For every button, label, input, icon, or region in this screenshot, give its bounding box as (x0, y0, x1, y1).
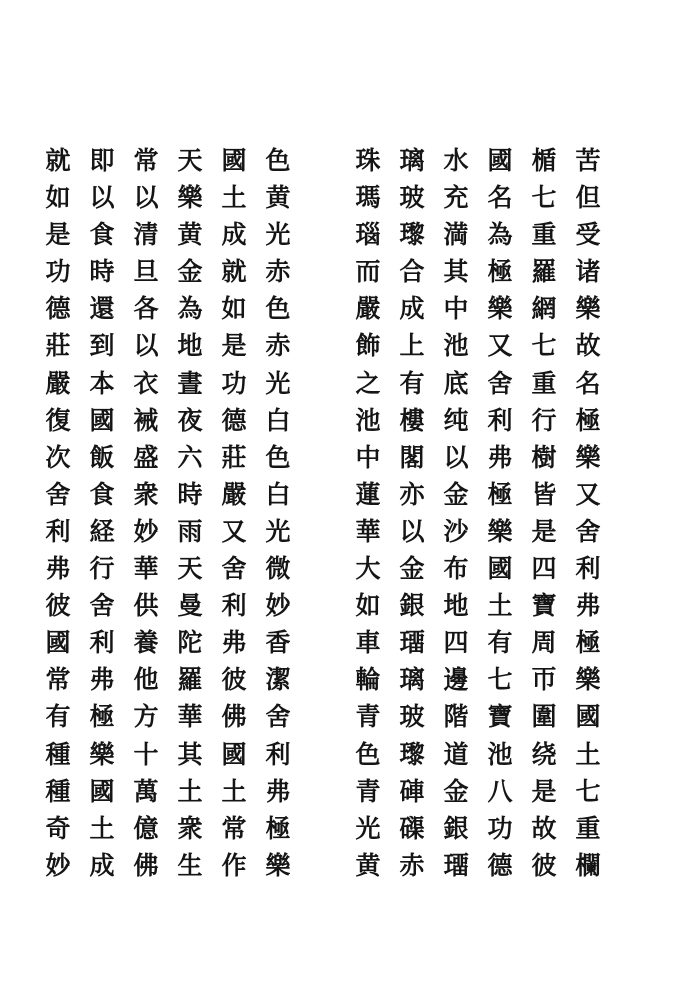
character: 樹 (531, 442, 557, 472)
text-column-11 (82, 142, 122, 884)
character: 其 (443, 257, 469, 287)
character: 陀 (177, 628, 203, 658)
character: 國 (89, 405, 115, 435)
character: 極 (89, 702, 115, 732)
character: 銀 (399, 591, 425, 621)
character: 利 (575, 554, 601, 584)
character: 欄 (575, 850, 601, 880)
character: 満 (443, 220, 469, 250)
character: 是 (531, 776, 557, 806)
character: 瓈 (399, 739, 425, 769)
character: 衆 (177, 813, 203, 843)
character: 合 (399, 257, 425, 287)
character: 種 (45, 739, 71, 769)
character: 作 (221, 850, 247, 880)
character: 有 (487, 628, 513, 658)
character: 曼 (177, 591, 203, 621)
character: 常 (221, 813, 247, 843)
character: 就 (221, 257, 247, 287)
character: 亦 (399, 479, 425, 509)
character: 邊 (443, 665, 469, 695)
character: 成 (89, 850, 115, 880)
character: 名 (487, 183, 513, 213)
character: 白 (265, 479, 291, 509)
character: 弗 (265, 776, 291, 806)
character: 極 (575, 405, 601, 435)
character: 玻 (399, 702, 425, 732)
character: 舍 (89, 591, 115, 621)
character: 嚴 (221, 479, 247, 509)
text-column-2 (524, 142, 564, 884)
character: 潔 (265, 665, 291, 695)
character: 璢 (399, 628, 425, 658)
character: 國 (45, 628, 71, 658)
character: 時 (177, 479, 203, 509)
character: 極 (265, 813, 291, 843)
character: 樂 (89, 739, 115, 769)
character: 食 (89, 220, 115, 250)
character: 佛 (133, 850, 159, 880)
character: 還 (89, 294, 115, 324)
character: 德 (221, 405, 247, 435)
character: 色 (355, 739, 381, 769)
character: 生 (177, 850, 203, 880)
character: 四 (443, 628, 469, 658)
character: 以 (89, 183, 115, 213)
character: 金 (399, 554, 425, 584)
character: 弗 (221, 628, 247, 658)
character: 土 (221, 776, 247, 806)
character: 佛 (221, 702, 247, 732)
character: 德 (45, 294, 71, 324)
character: 白 (265, 405, 291, 435)
character: 道 (443, 739, 469, 769)
character: 利 (89, 628, 115, 658)
character: 樂 (575, 294, 601, 324)
character: 國 (221, 146, 247, 175)
character: 而 (355, 257, 381, 287)
character: 妙 (45, 850, 71, 880)
character: 香 (265, 628, 291, 658)
character: 璃 (399, 665, 425, 695)
character: 瓈 (399, 220, 425, 250)
character: 重 (531, 368, 557, 398)
character: 又 (487, 331, 513, 361)
character: 寶 (487, 702, 513, 732)
character: 之 (355, 368, 381, 398)
character: 有 (399, 368, 425, 398)
character: 受 (575, 220, 601, 250)
character: 色 (265, 146, 291, 175)
character: 如 (221, 294, 247, 324)
character: 飯 (89, 442, 115, 472)
character: 為 (487, 220, 513, 250)
character: 以 (443, 442, 469, 472)
character: 土 (487, 591, 513, 621)
character: 雨 (177, 516, 203, 546)
text-column-9 (170, 142, 210, 884)
character: 次 (45, 442, 71, 472)
character: 彼 (221, 665, 247, 695)
character: 舍 (45, 479, 71, 509)
character: 土 (575, 739, 601, 769)
character: 沙 (443, 516, 469, 546)
character: 绕 (531, 739, 557, 769)
character: 帀 (531, 665, 557, 695)
character: 黄 (355, 850, 381, 880)
text-column-8 (214, 142, 254, 884)
character: 奇 (45, 813, 71, 843)
character: 常 (133, 146, 159, 175)
character: 利 (221, 591, 247, 621)
character: 瑙 (355, 220, 381, 250)
character: 金 (443, 479, 469, 509)
character: 青 (355, 776, 381, 806)
character: 大 (355, 554, 381, 584)
character: 本 (89, 368, 115, 398)
character: 珠 (355, 146, 381, 175)
character: 又 (575, 479, 601, 509)
character: 樂 (487, 516, 513, 546)
text-column-6 (348, 142, 388, 884)
character: 青 (355, 702, 381, 732)
character: 磲 (399, 813, 425, 843)
character: 苦 (575, 146, 601, 175)
character: 嚴 (355, 294, 381, 324)
character: 國 (487, 146, 513, 175)
character: 嚴 (45, 368, 71, 398)
character: 銀 (443, 813, 469, 843)
character: 樂 (575, 665, 601, 695)
character: 衆 (133, 479, 159, 509)
character: 布 (443, 554, 469, 584)
character: 赤 (399, 850, 425, 880)
character: 國 (221, 739, 247, 769)
character: 功 (487, 813, 513, 843)
character: 樂 (575, 442, 601, 472)
character: 德 (487, 850, 513, 880)
character: 行 (531, 405, 557, 435)
character: 階 (443, 702, 469, 732)
character: 彼 (45, 591, 71, 621)
character: 即 (89, 146, 115, 175)
character: 七 (575, 776, 601, 806)
character: 舍 (575, 516, 601, 546)
character: 莊 (221, 442, 247, 472)
character: 诸 (575, 257, 601, 287)
character: 樂 (487, 294, 513, 324)
character: 為 (177, 294, 203, 324)
character: 華 (177, 702, 203, 732)
character: 功 (45, 257, 71, 287)
character: 赤 (265, 257, 291, 287)
character: 舍 (487, 368, 513, 398)
character: 光 (265, 220, 291, 250)
character: 國 (575, 702, 601, 732)
character: 清 (133, 220, 159, 250)
character: 彼 (531, 850, 557, 880)
character: 地 (443, 591, 469, 621)
text-column-7 (258, 142, 298, 884)
character: 利 (487, 405, 513, 435)
character: 行 (89, 554, 115, 584)
character: 経 (89, 516, 115, 546)
character: 瑪 (355, 183, 381, 213)
character: 利 (45, 516, 71, 546)
character: 黄 (177, 220, 203, 250)
character: 養 (133, 628, 159, 658)
character: 是 (531, 516, 557, 546)
character: 硨 (399, 776, 425, 806)
character: 微 (265, 554, 291, 584)
character: 又 (221, 516, 247, 546)
character: 八 (487, 776, 513, 806)
character: 故 (531, 813, 557, 843)
character: 寶 (531, 591, 557, 621)
character: 周 (531, 628, 557, 658)
character: 皆 (531, 479, 557, 509)
character: 舍 (265, 702, 291, 732)
character: 其 (177, 739, 203, 769)
text-column-10 (126, 142, 166, 884)
character: 中 (443, 294, 469, 324)
text-column-1 (568, 142, 608, 884)
character: 種 (45, 776, 71, 806)
character: 利 (265, 739, 291, 769)
character: 極 (487, 257, 513, 287)
character: 億 (133, 813, 159, 843)
character: 衣 (133, 368, 159, 398)
text-column-12 (38, 142, 78, 884)
character: 車 (355, 628, 381, 658)
character: 弗 (487, 442, 513, 472)
character: 常 (45, 665, 71, 695)
character: 中 (355, 442, 381, 472)
character: 食 (89, 479, 115, 509)
character: 六 (177, 442, 203, 472)
character: 裓 (133, 405, 159, 435)
character: 上 (399, 331, 425, 361)
character: 羅 (531, 257, 557, 287)
character: 池 (355, 405, 381, 435)
character: 天 (177, 554, 203, 584)
character: 名 (575, 368, 601, 398)
character: 舍 (221, 554, 247, 584)
character: 國 (487, 554, 513, 584)
character: 閣 (399, 442, 425, 472)
character: 光 (265, 516, 291, 546)
character: 黄 (265, 183, 291, 213)
character: 輪 (355, 665, 381, 695)
character: 池 (443, 331, 469, 361)
character: 夜 (177, 405, 203, 435)
character: 華 (355, 516, 381, 546)
character: 以 (133, 331, 159, 361)
character: 到 (89, 331, 115, 361)
character: 莊 (45, 331, 71, 361)
character: 楯 (531, 146, 557, 175)
text-column-3 (480, 142, 520, 884)
character: 各 (133, 294, 159, 324)
character: 重 (575, 813, 601, 843)
character: 七 (531, 183, 557, 213)
character: 功 (221, 368, 247, 398)
character: 金 (443, 776, 469, 806)
character: 蓮 (355, 479, 381, 509)
character: 十 (133, 739, 159, 769)
character: 底 (443, 368, 469, 398)
character: 土 (177, 776, 203, 806)
character: 旦 (133, 257, 159, 287)
character: 但 (575, 183, 601, 213)
character: 供 (133, 591, 159, 621)
character: 色 (265, 294, 291, 324)
character: 妙 (133, 516, 159, 546)
character: 是 (221, 331, 247, 361)
character: 土 (221, 183, 247, 213)
character: 光 (355, 813, 381, 843)
character: 時 (89, 257, 115, 287)
text-column-5 (392, 142, 432, 884)
character: 盛 (133, 442, 159, 472)
character: 晝 (177, 368, 203, 398)
character: 弗 (575, 591, 601, 621)
character: 他 (133, 665, 159, 695)
character: 金 (177, 257, 203, 287)
character: 纯 (443, 405, 469, 435)
character: 弗 (45, 554, 71, 584)
character: 弗 (89, 665, 115, 695)
character: 重 (531, 220, 557, 250)
character: 復 (45, 405, 71, 435)
character: 充 (443, 183, 469, 213)
character: 七 (531, 331, 557, 361)
character: 就 (45, 146, 71, 175)
character: 是 (45, 220, 71, 250)
character: 圍 (531, 702, 557, 732)
character: 以 (399, 516, 425, 546)
text-column-4 (436, 142, 476, 884)
character: 光 (265, 368, 291, 398)
character: 色 (265, 442, 291, 472)
character: 方 (133, 702, 159, 732)
character: 天 (177, 146, 203, 175)
character: 華 (133, 554, 159, 584)
character: 樓 (399, 405, 425, 435)
character: 萬 (133, 776, 159, 806)
character: 羅 (177, 665, 203, 695)
character: 妙 (265, 591, 291, 621)
character: 如 (45, 183, 71, 213)
character: 有 (45, 702, 71, 732)
character: 赤 (265, 331, 291, 361)
character: 水 (443, 146, 469, 175)
character: 樂 (177, 183, 203, 213)
character: 成 (221, 220, 247, 250)
character: 極 (487, 479, 513, 509)
character: 璢 (443, 850, 469, 880)
character: 樂 (265, 850, 291, 880)
character: 如 (355, 591, 381, 621)
character: 璃 (399, 146, 425, 175)
character: 極 (575, 628, 601, 658)
character: 飾 (355, 331, 381, 361)
character: 成 (399, 294, 425, 324)
character: 池 (487, 739, 513, 769)
character: 國 (89, 776, 115, 806)
character: 四 (531, 554, 557, 584)
character: 地 (177, 331, 203, 361)
character: 以 (133, 183, 159, 213)
character: 玻 (399, 183, 425, 213)
character: 七 (487, 665, 513, 695)
character: 網 (531, 294, 557, 324)
character: 土 (89, 813, 115, 843)
character: 故 (575, 331, 601, 361)
